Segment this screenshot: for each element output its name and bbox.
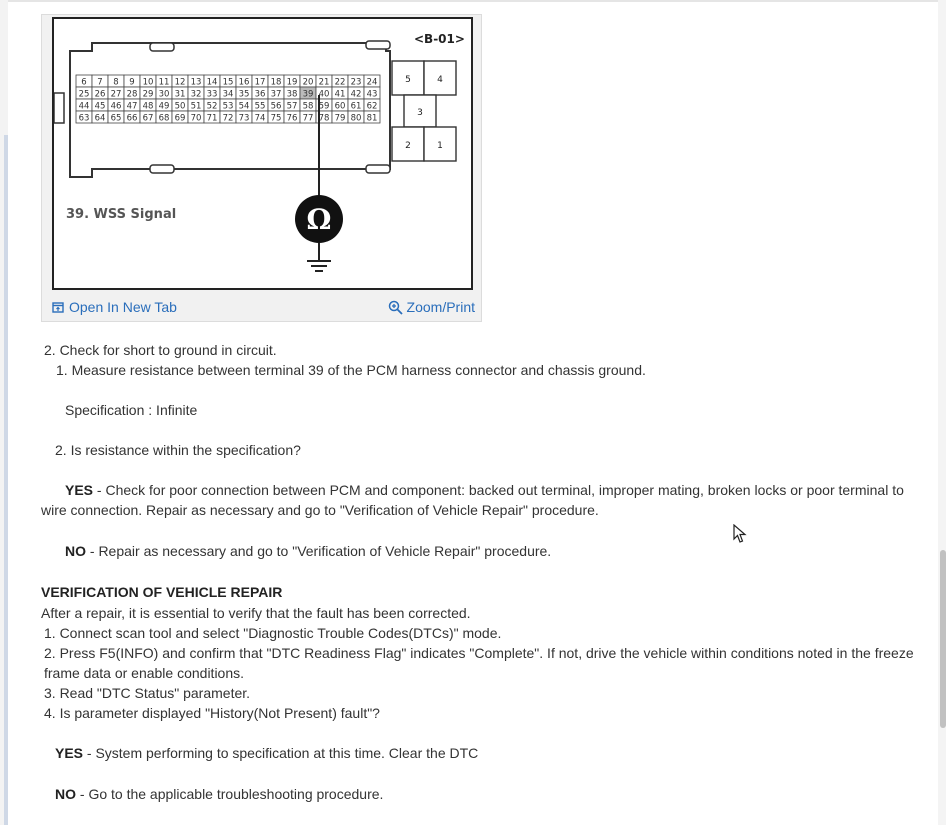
pin-label-73: 73 bbox=[238, 113, 250, 124]
pin-label-40: 40 bbox=[318, 89, 330, 100]
pin-label-21: 21 bbox=[318, 77, 330, 88]
pin-label-34: 34 bbox=[222, 89, 234, 100]
top-divider bbox=[8, 0, 946, 2]
step-2: 2. Check for short to ground in circuit. bbox=[44, 342, 277, 358]
pin-label-35: 35 bbox=[238, 89, 250, 100]
pin-label-28: 28 bbox=[126, 89, 138, 100]
yes-answer-1 bbox=[41, 480, 921, 520]
left-gutter bbox=[0, 0, 8, 825]
pin-label-13: 13 bbox=[190, 77, 202, 88]
pin-label-37: 37 bbox=[270, 89, 282, 100]
pin-label-47: 47 bbox=[126, 101, 138, 112]
pin-label-52: 52 bbox=[206, 101, 218, 112]
pin-label-41: 41 bbox=[334, 89, 346, 100]
zoom-icon bbox=[388, 300, 403, 315]
pin-label-71: 71 bbox=[206, 113, 218, 124]
pin-label-30: 30 bbox=[158, 89, 170, 100]
pin-label-67: 67 bbox=[142, 113, 154, 124]
no-label-2: NO bbox=[55, 786, 76, 802]
pin-label-36: 36 bbox=[254, 89, 266, 100]
pin-label-10: 10 bbox=[142, 77, 154, 88]
pin-label-76: 76 bbox=[286, 113, 298, 124]
pin-label-53: 53 bbox=[222, 101, 234, 112]
pin-label-26: 26 bbox=[94, 89, 106, 100]
pin-label-27: 27 bbox=[110, 89, 122, 100]
clip-top-right bbox=[366, 41, 390, 49]
pin-label-18: 18 bbox=[270, 77, 282, 88]
no-text-2: - Go to the applicable troubleshooting procedure. bbox=[76, 786, 384, 802]
zoom-print-link[interactable] bbox=[388, 299, 475, 315]
side-pin-label-1: 1 bbox=[437, 141, 443, 151]
side-pin-label-2: 2 bbox=[405, 141, 411, 151]
pin-label-80: 80 bbox=[350, 113, 362, 124]
pin-label-32: 32 bbox=[190, 89, 202, 100]
scrollbar-thumb[interactable] bbox=[940, 550, 946, 728]
side-pin-label-5: 5 bbox=[405, 75, 411, 85]
open-new-tab-icon bbox=[52, 301, 65, 314]
verification-intro: After a repair, it is essential to verify that the fault has been corrected. bbox=[41, 605, 471, 621]
pin-label-24: 24 bbox=[366, 77, 378, 88]
pin-label-63: 63 bbox=[78, 113, 90, 124]
pin-label-39: 39 bbox=[302, 89, 314, 100]
side-pin-label-3: 3 bbox=[417, 108, 423, 118]
side-pin-block bbox=[392, 61, 456, 161]
verification-heading: VERIFICATION OF VEHICLE REPAIR bbox=[41, 584, 283, 600]
pin-grid bbox=[76, 75, 380, 124]
pin-label-23: 23 bbox=[350, 77, 362, 88]
pin-label-20: 20 bbox=[302, 77, 314, 88]
no-label-1: NO bbox=[65, 543, 86, 559]
pin-label-55: 55 bbox=[254, 101, 266, 112]
open-in-new-tab-link[interactable] bbox=[52, 299, 177, 315]
pin-label-15: 15 bbox=[222, 77, 234, 88]
pin-label-11: 11 bbox=[158, 77, 170, 88]
yes-label-2: YES bbox=[55, 745, 84, 761]
pin-label-9: 9 bbox=[129, 77, 135, 88]
pin-label-72: 72 bbox=[222, 113, 234, 124]
step-2-2: 2. Is resistance within the specification? bbox=[55, 442, 301, 458]
connector-id-label: <B-01> bbox=[414, 32, 465, 46]
pin-label-25: 25 bbox=[78, 89, 90, 100]
no-text-1: - Repair as necessary and go to "Verification of Vehicle Repair" procedure. bbox=[86, 543, 552, 559]
pin-label-46: 46 bbox=[110, 101, 122, 112]
pin-label-51: 51 bbox=[190, 101, 202, 112]
no-answer-2 bbox=[55, 784, 383, 804]
pin-label-33: 33 bbox=[206, 89, 218, 100]
pin-label-54: 54 bbox=[238, 101, 250, 112]
scrollbar-track[interactable] bbox=[938, 0, 946, 825]
pin-label-7: 7 bbox=[97, 77, 103, 88]
mouse-cursor-icon bbox=[733, 524, 747, 544]
clip-bottom-right bbox=[366, 165, 390, 173]
pin-label-31: 31 bbox=[174, 89, 186, 100]
yes-text-1: - Check for poor connection between PCM and component: backed out terminal, improper mating, broken locks or poor terminal to wire connection. Repair as necessary and go to "Verification of Vehicle Repair" procedure. bbox=[41, 482, 904, 518]
open-in-new-tab-label[interactable]: Open In New Tab bbox=[69, 299, 177, 315]
pin-label-57: 57 bbox=[286, 101, 298, 112]
figure-caption: 39. WSS Signal bbox=[66, 207, 177, 222]
verification-step-1: 1. Connect scan tool and select "Diagnostic Trouble Codes(DTCs)" mode. bbox=[44, 625, 502, 641]
pin-label-16: 16 bbox=[238, 77, 250, 88]
pin-label-12: 12 bbox=[174, 77, 186, 88]
connector-diagram[interactable] bbox=[52, 17, 473, 290]
pin-label-79: 79 bbox=[334, 113, 346, 124]
pin-label-74: 74 bbox=[254, 113, 266, 124]
pin-label-75: 75 bbox=[270, 113, 282, 124]
pin-label-81: 81 bbox=[366, 113, 378, 124]
zoom-print-label[interactable]: Zoom/Print bbox=[406, 299, 475, 315]
step-2-1: 1. Measure resistance between terminal 39 of the PCM harness connector and chassis ground. bbox=[56, 362, 646, 378]
pin-label-44: 44 bbox=[78, 101, 90, 112]
pin-label-70: 70 bbox=[190, 113, 202, 124]
pin-label-22: 22 bbox=[334, 77, 346, 88]
pin-label-38: 38 bbox=[286, 89, 298, 100]
no-answer-1 bbox=[65, 541, 551, 561]
pin-label-69: 69 bbox=[174, 113, 186, 124]
verification-step-4: 4. Is parameter displayed "History(Not Present) fault"? bbox=[44, 705, 380, 721]
pin-label-14: 14 bbox=[206, 77, 218, 88]
clip-top-left bbox=[150, 43, 174, 51]
latch-left bbox=[54, 93, 64, 123]
pin-label-58: 58 bbox=[302, 101, 314, 112]
yes-label-1: YES bbox=[65, 482, 94, 498]
pin-label-59: 59 bbox=[318, 101, 330, 112]
side-pin-label-4: 4 bbox=[437, 75, 443, 85]
pin-label-29: 29 bbox=[142, 89, 154, 100]
pin-label-60: 60 bbox=[334, 101, 346, 112]
left-gutter-accent bbox=[4, 135, 8, 825]
clip-bottom-left bbox=[150, 165, 174, 173]
pin-label-8: 8 bbox=[113, 77, 119, 88]
pin-label-64: 64 bbox=[94, 113, 106, 124]
pin-label-68: 68 bbox=[158, 113, 170, 124]
ohm-symbol: Ω bbox=[306, 203, 332, 236]
pin-label-19: 19 bbox=[286, 77, 298, 88]
verification-step-3: 3. Read "DTC Status" parameter. bbox=[44, 685, 251, 701]
figure-card bbox=[41, 14, 482, 322]
pin-label-78: 78 bbox=[318, 113, 330, 124]
pin-label-65: 65 bbox=[110, 113, 122, 124]
pin-label-66: 66 bbox=[126, 113, 138, 124]
pin-label-6: 6 bbox=[81, 77, 87, 88]
pin-label-43: 43 bbox=[366, 89, 378, 100]
pin-label-61: 61 bbox=[350, 101, 362, 112]
pin-label-77: 77 bbox=[302, 113, 314, 124]
pin-label-50: 50 bbox=[174, 101, 186, 112]
pin-label-56: 56 bbox=[270, 101, 282, 112]
pin-label-17: 17 bbox=[254, 77, 266, 88]
yes-text-2: - System performing to specification at this time. Clear the DTC bbox=[83, 745, 479, 761]
yes-answer-2 bbox=[55, 743, 478, 763]
specification: Specification : Infinite bbox=[65, 402, 198, 418]
verification-step-2: 2. Press F5(INFO) and confirm that "DTC Readiness Flag" indicates "Complete". If not, drive the vehicle within conditions noted in the freeze frame data or enable conditions. bbox=[44, 645, 914, 681]
pin-label-42: 42 bbox=[350, 89, 362, 100]
pin-label-62: 62 bbox=[366, 101, 378, 112]
pin-label-49: 49 bbox=[158, 101, 170, 112]
pin-label-48: 48 bbox=[142, 101, 154, 112]
pin-label-45: 45 bbox=[94, 101, 106, 112]
